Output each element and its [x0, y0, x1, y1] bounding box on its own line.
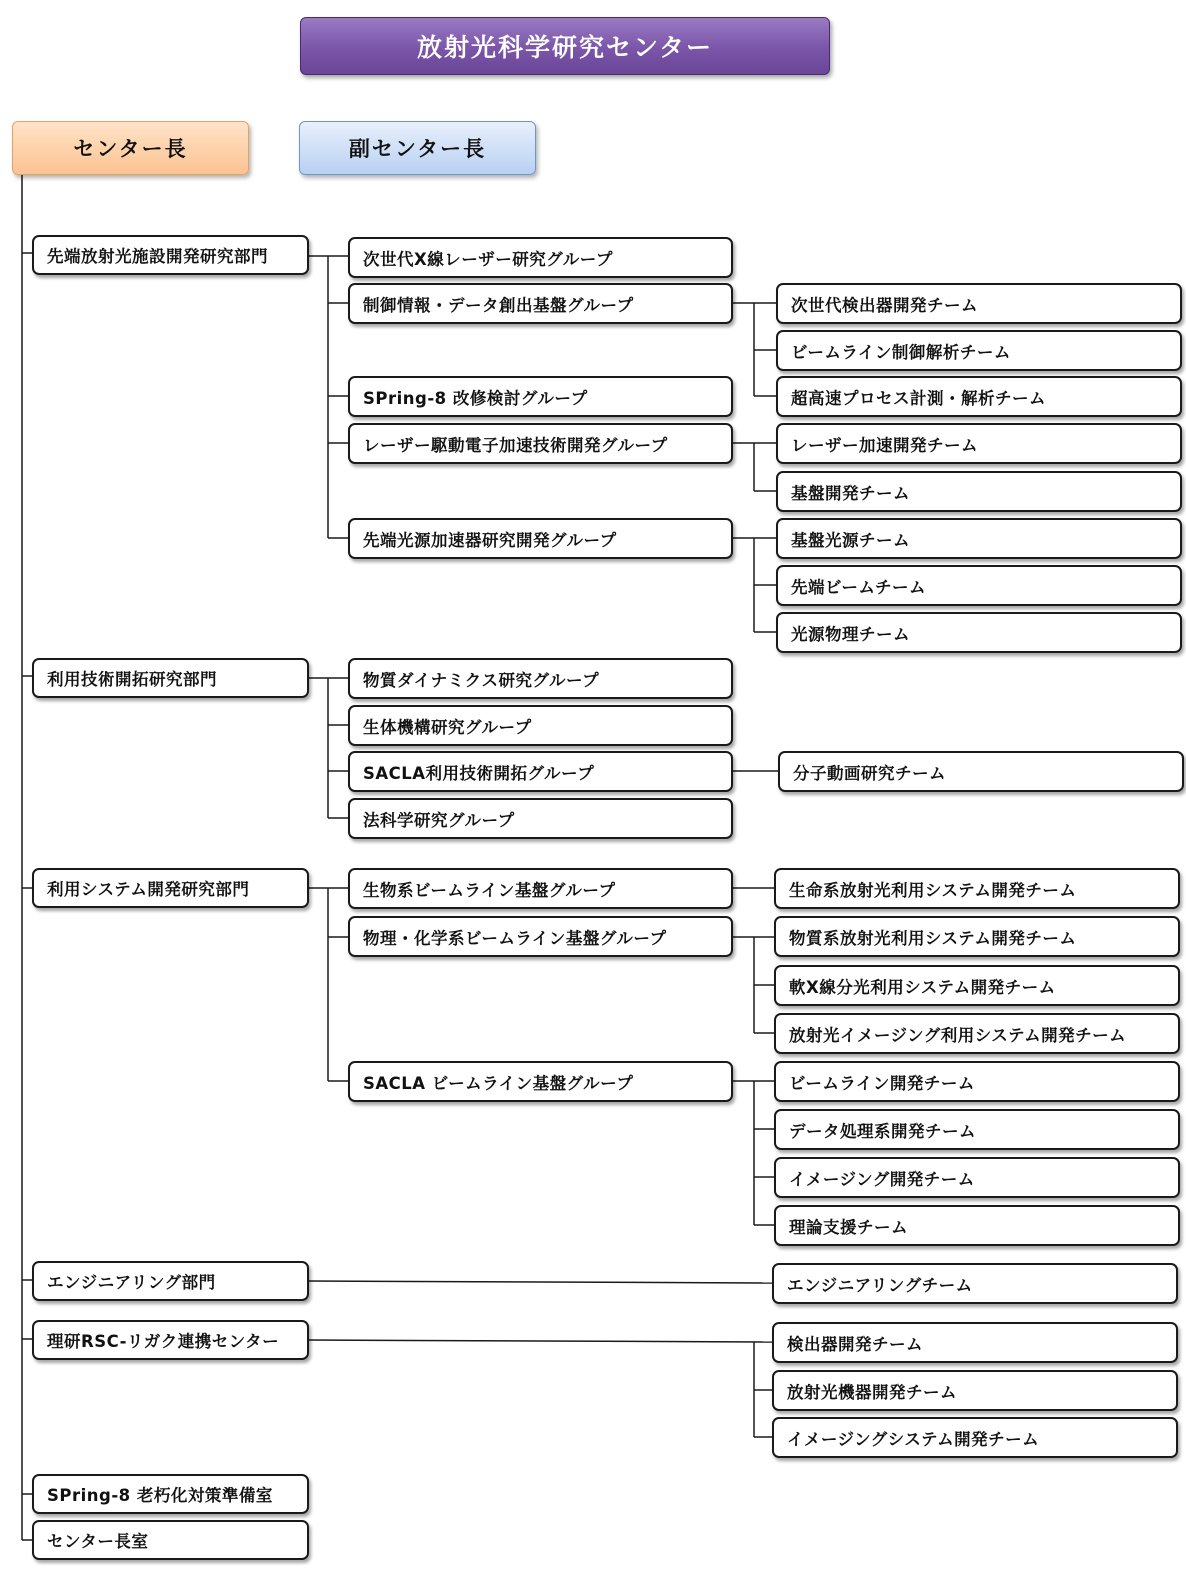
- team-box: イメージング開発チーム: [774, 1157, 1180, 1198]
- group-box: 先端光源加速器研究開発グループ: [348, 518, 733, 559]
- director-box: センター長: [12, 121, 249, 175]
- office-box: SPring-8 老朽化対策準備室: [32, 1474, 309, 1514]
- group-box: レーザー駆動電子加速技術開発グループ: [348, 423, 733, 464]
- team-box: 超高速プロセス計測・解析チーム: [776, 376, 1182, 417]
- team-box: ビームライン開発チーム: [774, 1061, 1180, 1102]
- team-box: 検出器開発チーム: [772, 1322, 1178, 1363]
- team-box: 放射光イメージング利用システム開発チーム: [774, 1013, 1180, 1054]
- group-box: SACLA ビームライン基盤グループ: [348, 1061, 733, 1102]
- team-box: 理論支援チーム: [774, 1205, 1180, 1246]
- deputy-director-box: 副センター長: [299, 121, 536, 175]
- team-box: 基盤光源チーム: [776, 518, 1182, 559]
- group-box: 生物系ビームライン基盤グループ: [348, 868, 733, 909]
- division-box: 先端放射光施設開発研究部門: [32, 235, 309, 275]
- team-box: 光源物理チーム: [776, 612, 1182, 653]
- group-box: 法科学研究グループ: [348, 798, 733, 839]
- team-box: ビームライン制御解析チーム: [776, 330, 1182, 371]
- team-box: 基盤開発チーム: [776, 471, 1182, 512]
- group-box: 次世代X線レーザー研究グループ: [348, 237, 733, 278]
- team-box: 物質系放射光利用システム開発チーム: [774, 916, 1180, 957]
- group-box: SACLA利用技術開拓グループ: [348, 751, 733, 792]
- division-box: 利用システム開発研究部門: [32, 868, 309, 908]
- division-box: 利用技術開拓研究部門: [32, 658, 309, 698]
- team-box: エンジニアリングチーム: [772, 1263, 1178, 1304]
- division-box: エンジニアリング部門: [32, 1261, 309, 1301]
- division-box: 理研RSC-リガク連携センター: [32, 1320, 309, 1360]
- group-box: 制御情報・データ創出基盤グループ: [348, 283, 733, 324]
- team-box: 次世代検出器開発チーム: [776, 283, 1182, 324]
- group-box: SPring-8 改修検討グループ: [348, 376, 733, 417]
- team-box: データ処理系開発チーム: [774, 1109, 1180, 1150]
- team-box: レーザー加速開発チーム: [776, 423, 1182, 464]
- team-box: 生命系放射光利用システム開発チーム: [774, 868, 1180, 909]
- team-box: イメージングシステム開発チーム: [772, 1417, 1178, 1458]
- office-box: センター長室: [32, 1520, 309, 1560]
- group-box: 物理・化学系ビームライン基盤グループ: [348, 916, 733, 957]
- team-box: 先端ビームチーム: [776, 565, 1182, 606]
- group-box: 物質ダイナミクス研究グループ: [348, 658, 733, 699]
- group-box: 生体機構研究グループ: [348, 705, 733, 746]
- team-box: 軟X線分光利用システム開発チーム: [774, 965, 1180, 1006]
- team-box: 分子動画研究チーム: [778, 751, 1184, 792]
- center-title: 放射光科学研究センター: [300, 17, 830, 75]
- team-box: 放射光機器開発チーム: [772, 1370, 1178, 1411]
